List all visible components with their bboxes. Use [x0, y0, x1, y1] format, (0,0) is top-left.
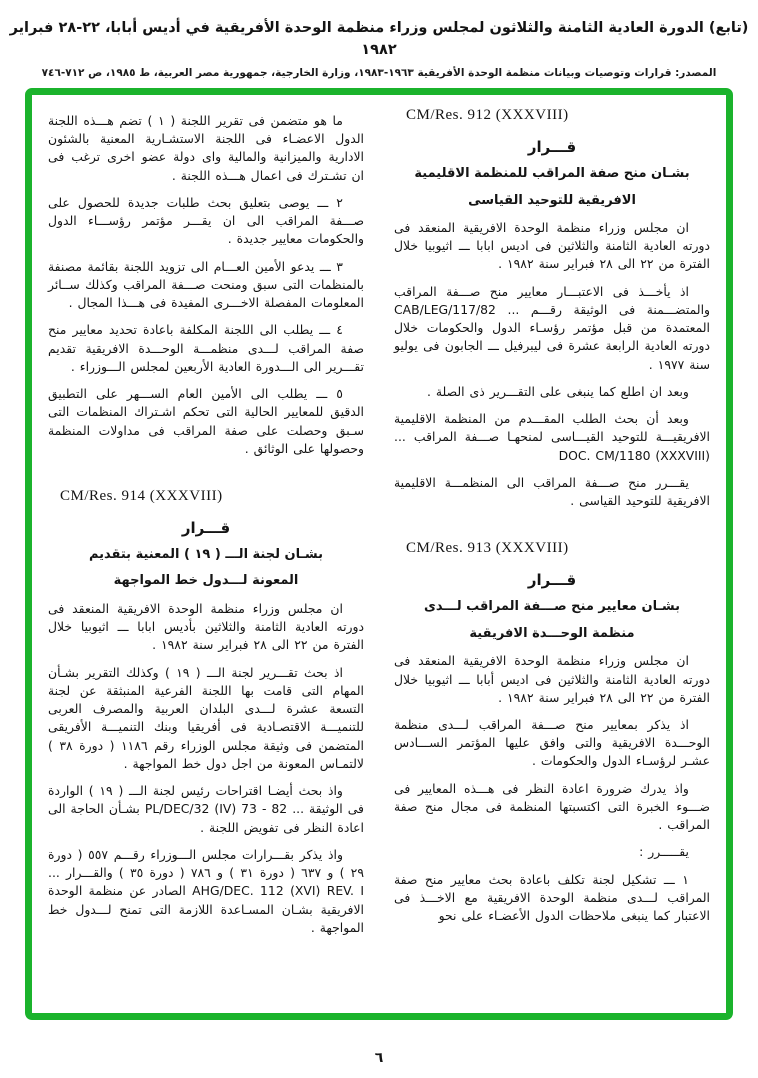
two-column-layout [32, 95, 726, 1013]
paragraph: ان مجلس وزراء منظمة الوحدة الافريقية المنعقد فى دورته العادية الثامنة والثلاثين بأديس ابابا ـــ اثيوبيا خلال الفترة من ٢٢ الى ٢٨ فبراير سنة ١٩٨٢ . [48, 600, 364, 653]
resolution-912 [394, 107, 710, 510]
page-header [0, 0, 758, 79]
paragraph: ١ ـــ تشكيل لجنة تكلف باعادة بحث معايير منح صفة المراقب لـــدى منظمة الوحدة الافريقية مع الاخـــذ فى الاعتبار كما ينبغى ملاحظات الدول الأعضـاء على نحو [394, 871, 710, 924]
paragraph: ان مجلس وزراء منظمة الوحدة الافريقية المنعقد فى دورته العادية الثامنة والثلاثين فى اديس أبابا ـــ اثيوبيا خلال الفترة من ٢٢ الى ٢٨ فبراير سنة ١٩٨٢ . [394, 653, 710, 705]
header-source-line: المصدر: قرارات وتوصيات وبيانات منظمة الوحدة الأفريقية ١٩٦٣-١٩٨٣، وزارة الخارجية، جمهورية مصر العربية، ط ١٩٨٥، ص ٧١٢-٧٤٦ [41, 66, 717, 79]
resolution-number: CM/Res. 914 (XXXVIII) [60, 487, 223, 504]
paragraph: ٥ ـــ يطلب الى الأمين العام الســـهر على التطبيق الدقيق للمعايير الحالية التى تحكم اشـتراك المنظمات التى سـبق وحصلت على صفة المراقب فى مداولات المنظمة وحصولها على الوثائق . [48, 386, 364, 456]
paragraph: ٣ ـــ يدعو الأمين العـــام الى تزويد اللجنة بقائمة مصنفة بالمنظمات التى سبق ومنحت صـــفة المراقب وكذلك ســائر المعلومات المفصلة الاخـــرى المفيدة فى هـــذا المجال . [48, 258, 364, 311]
page-number: ٦ [374, 1050, 384, 1066]
paragraph: اذ يذكر بمعايير منح صـــفة المراقب لـــدى منظمة الوحـــدة الافريقية والتى وافق عليها المؤتمر الســـادس عشـر لرؤسـاء الدول والحكومات . [394, 716, 710, 769]
paragraph: وبعد أن بحث الطلب المقـــدم من المنظمة الاقليمية الافريقيـــة للتوحيد القيـــاسى لمنحهـا صـــفة المراقب ... DOC. CM/1180 (XXXVIII) [394, 411, 710, 463]
paragraph: وبعد ان اطلع كما ينبغى على التقـــرير ذى الصلة . [427, 383, 689, 399]
paragraph: اذ بحث تقـــرير لجنة الـــ ( ١٩ ) وكذلك التقرير بشـأن المهام التى قامت بها اللجنة الفرعية المنبثقة عن لجنة التسعة عشرة لـــدى البلدان العربية والمصرف العربى للتنميـــة الاقتصـادية فى أفريقيا وبنك التنميـــة الأفريقى المتضمن فى وثيقة مجلس الوزراء رقم ١١٨٦ ( دورة ٣٨ ) لالتمـاس المعونة من اجل دول خط المواجهة . [48, 664, 364, 771]
decision-lead: يقـــــرر : [639, 844, 689, 860]
paragraph: ما هو متضمن فى تقرير اللجنة ( ١ ) تضم هـــذه اللجنة الدول الاعضـاء فى اللجنة الاستشـارية المعنية بالشئون الادارية والميزانية والمالية واى دولة عضو اخرى ترغب فى ان تشـترك فى اعمال هـــذه اللجنة . [48, 113, 364, 183]
paragraph: ٢ ـــ يوصى بتعليق بحث طلبات جديدة للحصول على صـــفة المراقب الى ان يقـــر مؤتمر رؤســـاء الدول والحكومات معايير جديدة . [48, 194, 364, 247]
paragraph: واذ يدرك ضرورة اعادة النظر فى هـــذه المعايير فى ضـــوء الخبرة التى اكتسبتها المنظمة فى مجال منح صفة المراقب . [394, 780, 710, 833]
paragraph: واذ بحث أيضـا اقتراحات رئيس لجنة الـــ ( ١٩ ) الواردة فى الوثيقة ... PL/DEC/32 (IV) 73 - 82 بشـأن الحاجة الى اعادة النظر فى تفويض اللجنة . [48, 783, 364, 835]
paragraph: واذ يذكر بقـــرارات مجلس الـــوزراء رقـــم ٥٥٧ ( دورة ٢٩ ) و ٦٣٧ ( دورة ٣١ ) و ٧٨٦ ( دورة ٣٥ ) والقـــرار ... AHG/DEC. 112 (XVI) REV. I الصادر عن منظمة الوحدة الافريقية بشـان المسـاعدة اللازمة التى تمنح لـــدول خط المواجهة . [48, 846, 364, 935]
resolution-number: CM/Res. 912 (XXXVIII) [406, 107, 569, 123]
resolution-913 [394, 540, 710, 925]
paragraph: ٤ ـــ يطلب الى اللجنة المكلفة باعادة تحديد معايير منح صفة المراقب لـــدى منظمـــة الوحـــدة الافريقية تقديم تقـــرير الى الـــدورة العادية الأربعين لمجلس الـــوزراء . [48, 322, 364, 374]
resolution-number: CM/Res. 913 (XXXVIII) [406, 540, 569, 557]
column-right [394, 103, 710, 1007]
paragraph: ان مجلس وزراء منظمة الوحدة الافريقية المنعقد فى دورته العادية الثامنة والثلاثين فى اديس ابابا ـــ اثيوبيا خلال الفترة من ٢٢ الى ٢٨ فبراير سنة ١٩٨٢ . [394, 220, 710, 272]
content-border-box [25, 88, 733, 1020]
resolution-subtitle: الافريقية للتوحيد القياسى [468, 192, 636, 208]
header-session-title: (تابع) الدورة العادية الثامنة والثلاثون لمجلس وزراء منظمة الوحدة الأفريقية في أديس أبابا، ٢٢-٢٨ فبراير ١٩٨٢ [9, 20, 749, 58]
resolution-subtitle: بشـان لجنة الـــ ( ١٩ ) المعنية بتقديم [88, 546, 324, 562]
resolution-heading: قـــرار [181, 518, 231, 537]
resolution-heading: قـــرار [527, 138, 577, 156]
paragraph: يقـــرر منح صـــفة المراقب الى المنظمـــة الاقليمية الافريقية للتوحيد القياسى . [394, 474, 710, 509]
resolution-subtitle: بشـان منح صفة المراقب للمنظمة الاقليمية [414, 166, 690, 181]
resolution-subtitle: منظمة الوحـــدة الافريقية [469, 625, 635, 641]
column-left [48, 103, 364, 1007]
resolution-heading: قـــرار [527, 571, 577, 590]
resolution-subtitle: المعونة لـــدول خط المواجهة [113, 573, 299, 589]
resolution-911-continuation [48, 112, 364, 458]
resolution-914 [48, 488, 364, 937]
resolution-subtitle: بشـان معايير منح صـــفة المراقب لـــدى [423, 599, 681, 615]
paragraph: اذ يأخـــذ فى الاعتبـــار معايير منح صـــفة المراقب والمتضـــمنة فى الوثيقة رقـــم ... CAB/LEG/117/82 المعتمدة من قبل مؤتمر رؤسـاء الدول والحكومات خلال دورته العادية الرابعة عشرة فى ليبرفيل ـــ الجابون فى يوليو سنة ١٩٧٧ . [394, 283, 710, 372]
